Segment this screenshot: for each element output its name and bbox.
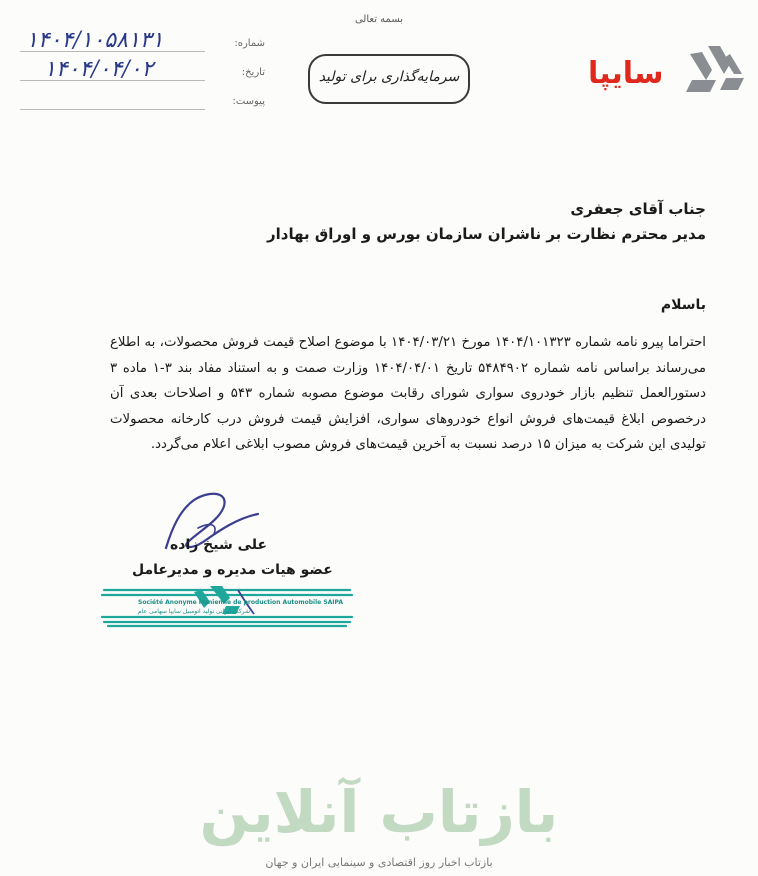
letter-number-label: شماره: <box>234 38 265 49</box>
signer-title: عضو هیات مدیره و مدیرعامل <box>132 562 333 578</box>
attachment-line <box>20 109 205 110</box>
recipient-name: جناب آقای جعفری <box>570 200 706 218</box>
basmala-heading: بسمه تعالی <box>354 14 404 25</box>
letter-number-field <box>20 28 265 56</box>
stamp-persian-text: شرکت ایرانی تولید اتومبیل سایپا سهامی عام <box>138 608 251 615</box>
letter-date-field <box>20 57 265 85</box>
saipa-logo <box>588 44 748 104</box>
attachment-label: پیوست: <box>232 96 265 107</box>
letter-body: احتراما پیرو نامه شماره ۱۴۰۴/۱۰۱۳۲۳ مورخ ۱۴۰۴/۰۳/۲۱ با موضوع اصلاح قیمت فروش محصولات، به اطلاع می‌رساند براساس نامه شماره ۵۴۸۴۹۰۲ تاریخ ۱۴۰۴/۰۴/۰۱ وزارت صمت و به استناد مفاد بند ۳-۱ ماده ۳ دستورالعمل تنظیم بازار خودروی سواری شورای رقابت موضوع مصوبه شماره ۵۴۳ و اصلاحات بعدی آن درخصوص ابلاغ قیمت‌های فروش انواع خودروهای سواری، افزایش قیمت فروش درب کارخانه محصولات تولیدی این شرکت به میزان ۱۵ درصد نسبت به آخرین قیمت‌های فروش مصوب ابلاغی اعلام می‌گردد. <box>110 335 707 452</box>
brand-name: سایپا <box>588 56 664 91</box>
stamp-stripes-icon <box>98 584 356 628</box>
watermark-logo: بازتاب آنلاین <box>199 778 559 846</box>
salutation: باسلام <box>660 297 706 313</box>
stamp-english-text: Société Anonyme Iranienne de production Automobile SAIPA <box>138 599 344 606</box>
attachment-field <box>20 92 265 114</box>
slogan-text: سرمایه‌گذاری برای تولید <box>318 69 460 85</box>
saipa-emblem-icon <box>686 44 746 102</box>
letter-number-value: ۱۴۰۴/۱۰۵۸۱۳۱ <box>26 28 164 53</box>
slogan-seal <box>308 54 470 104</box>
company-stamp <box>98 584 356 628</box>
recipient-title: مدیر محترم نظارت بر ناشران سازمان بورس و اوراق بهادار <box>266 225 706 243</box>
letter-date-label: تاریخ: <box>241 67 265 78</box>
letter-date-value: ۱۴۰۴/۰۴/۰۲ <box>44 57 154 82</box>
watermark-tagline: بازتاب اخبار روز اقتصادی و سینمایی ایران و جهان <box>265 856 493 869</box>
signer-name: علی شیخ زاده <box>170 537 268 553</box>
